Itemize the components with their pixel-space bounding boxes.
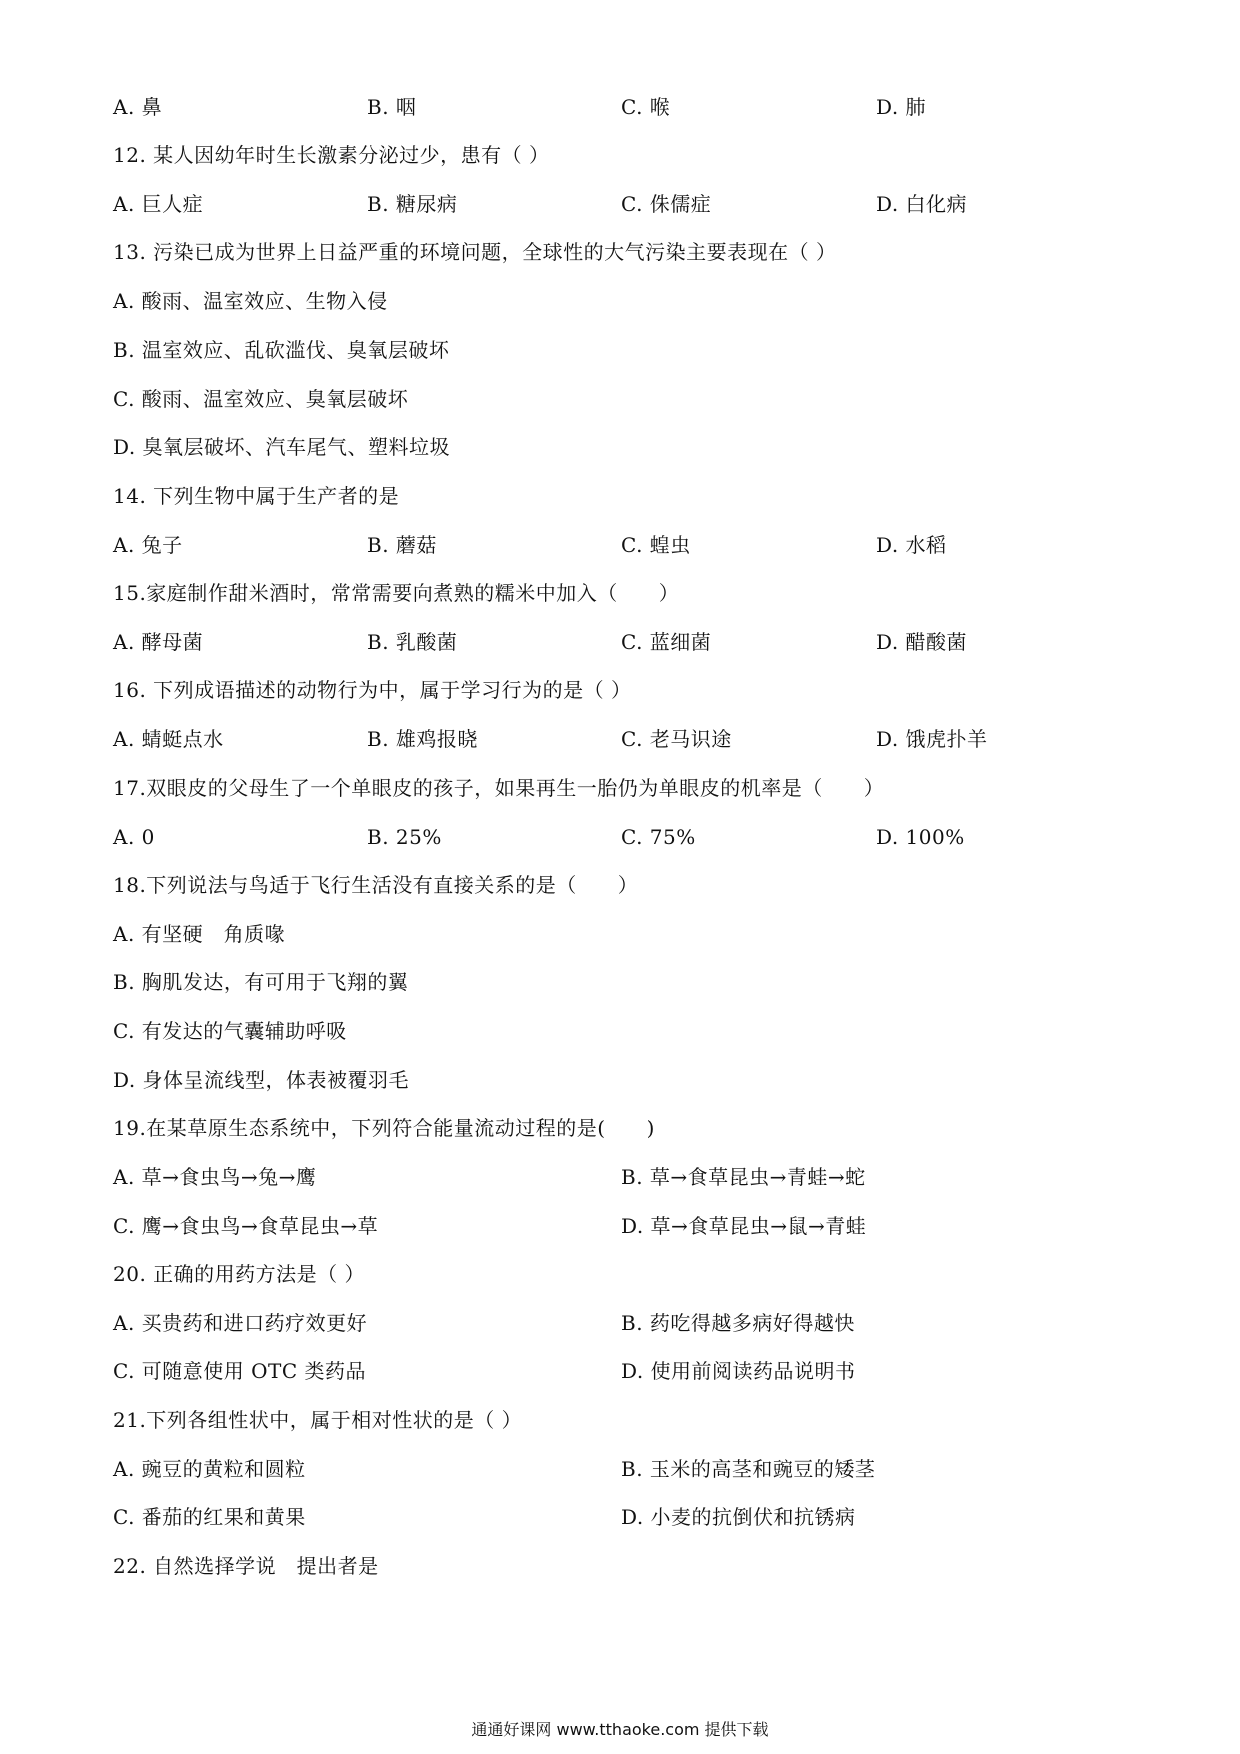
- q15-option-b: B. 乳酸菌: [367, 630, 458, 654]
- q13-option-c: C. 酸雨、温室效应、臭氧层破坏: [113, 387, 409, 411]
- q21-option-a: A. 豌豆的黄粒和圆粒: [113, 1457, 306, 1481]
- q16-option-b: B. 雄鸡报晓: [367, 727, 478, 751]
- q14-option-a: A. 兔子: [113, 533, 183, 557]
- q12-option-b: B. 糖尿病: [367, 192, 458, 216]
- q18-option-c: C. 有发达的气囊辅助呼吸: [113, 1019, 347, 1043]
- q15-stem: 15.家庭制作甜米酒时，常常需要向煮熟的糯米中加入（ ）: [113, 581, 680, 605]
- q18-option-d: D. 身体呈流线型，体表被覆羽毛: [113, 1068, 410, 1092]
- footer-source-link[interactable]: 通通好课网 www.tthaoke.com 提供下载: [471, 1720, 769, 1739]
- q12-option-a: A. 巨人症: [113, 192, 204, 216]
- q22-stem: 22. 自然选择学说 提出者是: [113, 1554, 379, 1578]
- q20-option-a: A. 买贵药和进口药疗效更好: [113, 1311, 368, 1335]
- q14-stem: 14. 下列生物中属于生产者的是: [113, 484, 400, 508]
- q15-option-c: C. 蓝细菌: [621, 630, 712, 654]
- q18-stem: 18.下列说法与鸟适于飞行生活没有直接关系的是（ ）: [113, 873, 639, 897]
- q20-option-c: C. 可随意使用 OTC 类药品: [113, 1359, 367, 1383]
- q21-option-d: D. 小麦的抗倒伏和抗锈病: [621, 1505, 856, 1529]
- q19-option-a: A. 草→食虫鸟→兔→鹰: [113, 1165, 317, 1189]
- q17-option-d: D. 100%: [876, 825, 965, 849]
- q11-option-c: C. 喉: [621, 95, 671, 119]
- q21-option-b: B. 玉米的高茎和豌豆的矮茎: [621, 1457, 876, 1481]
- q12-option-d: D. 白化病: [876, 192, 968, 216]
- q11-option-a: A. 鼻: [113, 95, 163, 119]
- q18-option-b: B. 胸肌发达，有可用于飞翔的翼: [113, 970, 409, 994]
- q19-option-d: D. 草→食草昆虫→鼠→青蛙: [621, 1214, 867, 1238]
- q18-option-a: A. 有坚硬 角质喙: [113, 922, 286, 946]
- q13-stem: 13. 污染已成为世界上日益严重的环境问题，全球性的大气污染主要表现在（ ）: [113, 240, 837, 264]
- q14-option-b: B. 蘑菇: [367, 533, 437, 557]
- q14-option-c: C. 蝗虫: [621, 533, 691, 557]
- q19-option-c: C. 鹰→食虫鸟→食草昆虫→草: [113, 1214, 379, 1238]
- q11-option-b: B. 咽: [367, 95, 417, 119]
- q13-option-d: D. 臭氧层破坏、汽车尾气、塑料垃圾: [113, 435, 451, 459]
- q16-option-d: D. 饿虎扑羊: [876, 727, 988, 751]
- q17-option-a: A. 0: [113, 825, 155, 849]
- q19-stem: 19.在某草原生态系统中，下列符合能量流动过程的是( ): [113, 1116, 655, 1140]
- q13-option-a: A. 酸雨、温室效应、生物入侵: [113, 289, 388, 313]
- q17-option-c: C. 75%: [621, 825, 696, 849]
- q11-option-d: D. 肺: [876, 95, 927, 119]
- q20-option-b: B. 药吃得越多病好得越快: [621, 1311, 855, 1335]
- q21-option-c: C. 番茄的红果和黄果: [113, 1505, 306, 1529]
- q13-option-b: B. 温室效应、乱砍滥伐、臭氧层破坏: [113, 338, 450, 362]
- q19-option-b: B. 草→食草昆虫→青蛙→蛇: [621, 1165, 866, 1189]
- q20-option-d: D. 使用前阅读药品说明书: [621, 1359, 856, 1383]
- q16-option-a: A. 蜻蜓点水: [113, 727, 224, 751]
- q17-option-b: B. 25%: [367, 825, 442, 849]
- q20-stem: 20. 正确的用药方法是（ ）: [113, 1262, 366, 1286]
- q12-stem: 12. 某人因幼年时生长激素分泌过少，患有（ ）: [113, 143, 550, 167]
- q12-option-c: C. 侏儒症: [621, 192, 712, 216]
- q16-option-c: C. 老马识途: [621, 727, 732, 751]
- q15-option-a: A. 酵母菌: [113, 630, 204, 654]
- q14-option-d: D. 水稻: [876, 533, 947, 557]
- q16-stem: 16. 下列成语描述的动物行为中，属于学习行为的是（ ）: [113, 678, 632, 702]
- q15-option-d: D. 醋酸菌: [876, 630, 968, 654]
- q21-stem: 21.下列各组性状中，属于相对性状的是（ ）: [113, 1408, 523, 1432]
- q17-stem: 17.双眼皮的父母生了一个单眼皮的孩子，如果再生一胎仍为单眼皮的机率是（ ）: [113, 776, 885, 800]
